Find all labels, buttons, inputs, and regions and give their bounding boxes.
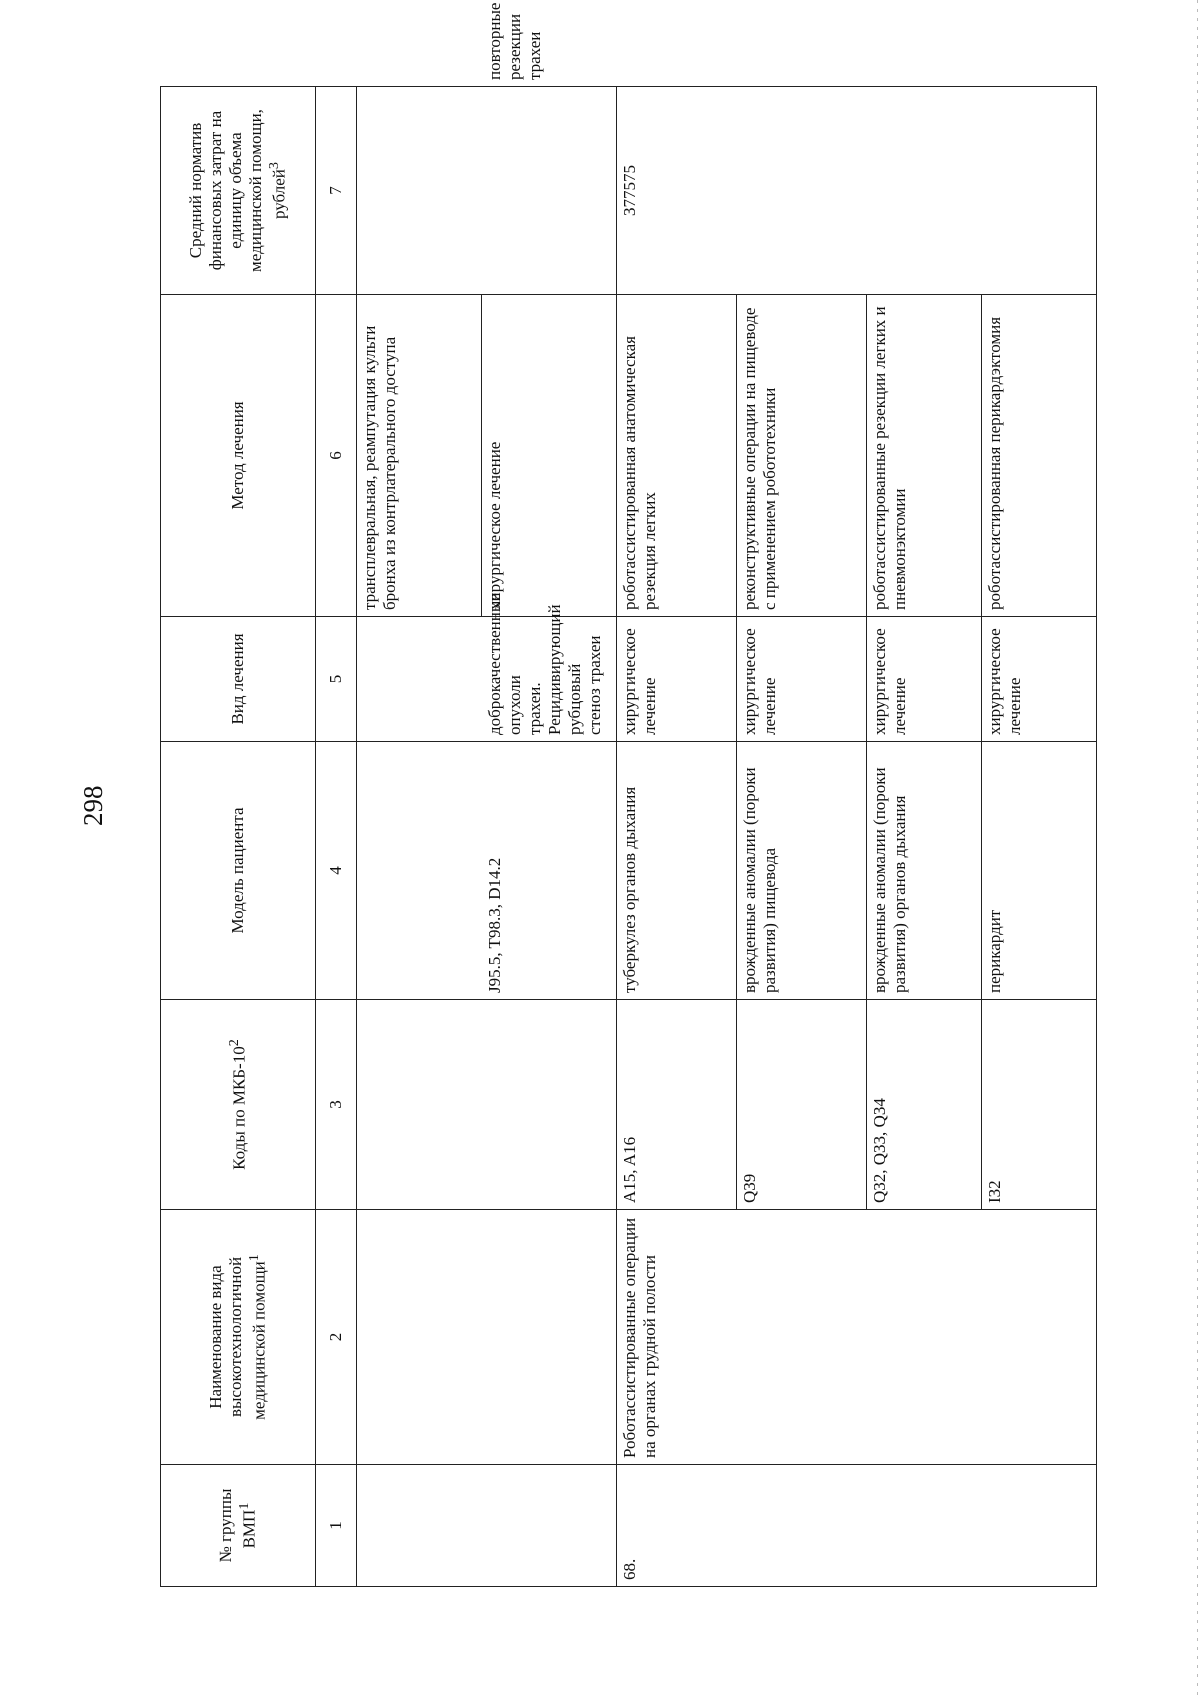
column-number: 7 — [316, 87, 357, 295]
patient-model-cell: туберкулез органов дыхания — [617, 742, 737, 1000]
patient-model-cell: перикардит — [982, 742, 1097, 1000]
icd-codes-cell: Q39 — [737, 1000, 867, 1210]
column-number-row — [316, 87, 357, 1587]
vmp-table — [160, 2, 1097, 1587]
header-cost-norm: Средний норматив финансовых затрат на единицу объема медицинской помощи, рублей$^3$ — [161, 87, 316, 295]
cost-cell — [357, 87, 617, 295]
column-number: 4 — [316, 742, 357, 1000]
column-number: 1 — [316, 1465, 357, 1587]
cost-cell: 377575 — [617, 87, 1097, 295]
table-row: J95.5, T98.3, D14.2 доброкачественные опухоли трахеи. Рецидивирующий рубцовый стеноз трахеи хирургическое лечение повторные резекции трахеи — [482, 87, 617, 1587]
icd-codes-cell: A15, A16 — [617, 1000, 737, 1210]
header-row — [161, 87, 316, 1587]
treatment-method-cell: трансплевральная, реампутация культи бронха из контрлатерального доступа — [357, 295, 482, 617]
patient-model-cell: доброкачественные опухоли трахеи. Рецидивирующий рубцовый стеноз трахеи — [482, 617, 617, 742]
treatment-method-cell: реконструктивные операции на пищеводе с применением робототехники — [737, 295, 867, 617]
header-treatment-type: Вид лечения — [161, 617, 316, 742]
group-number-cell: 68. — [617, 1465, 1097, 1587]
vmp-name-cell: Роботассистированные операции на органах грудной полости — [617, 1210, 1097, 1465]
table-row — [617, 87, 737, 1587]
treatment-type-cell — [357, 617, 482, 742]
treatment-method-cell: роботассистированная перикардэктомия — [982, 295, 1097, 617]
treatment-type-cell: хирургическое лечение — [982, 617, 1097, 742]
column-number: 5 — [316, 617, 357, 742]
header-patient-model: Модель пациента — [161, 742, 316, 1000]
column-number: 2 — [316, 1210, 357, 1465]
icd-codes-cell: J95.5, T98.3, D14.2 — [482, 742, 617, 1000]
treatment-type-cell: хирургическое лечение — [867, 617, 982, 742]
patient-model-cell — [357, 742, 482, 1000]
page-number: 298 — [78, 785, 108, 826]
rotated-table-container — [160, 2, 1090, 1587]
column-number: 6 — [316, 295, 357, 617]
column-number: 3 — [316, 1000, 357, 1210]
treatment-method-cell: роботассистированные резекции легких и пневмонэктомии — [867, 295, 982, 617]
scan-edge-line — [1197, 0, 1198, 1698]
vmp-name-cell — [357, 1210, 617, 1465]
treatment-type-cell: хирургическое лечение — [737, 617, 867, 742]
patient-model-cell: врожденные аномалии (пороки развития) органов дыхания — [867, 742, 982, 1000]
icd-codes-cell: I32 — [982, 1000, 1097, 1210]
icd-codes-cell — [357, 1000, 617, 1210]
header-group-number: № группы ВМП$^1$ — [161, 1465, 316, 1587]
table-row — [357, 87, 482, 1587]
header-vmp-name: Наименование вида высокотехнологичной медицинской помощи$^1$ — [161, 1210, 316, 1465]
icd-codes-cell: Q32, Q33, Q34 — [867, 1000, 982, 1210]
header-icd-codes: Коды по МКБ-$10^2$ — [161, 1000, 316, 1210]
treatment-type-cell: хирургическое лечение — [617, 617, 737, 742]
patient-model-cell: врожденные аномалии (пороки развития) пищевода — [737, 742, 867, 1000]
treatment-method-cell: роботассистированная анатомическая резекция легких — [617, 295, 737, 617]
header-treatment-method: Метод лечения — [161, 295, 316, 617]
group-number-cell — [357, 1465, 617, 1587]
treatment-type-cell: хирургическое лечение — [482, 295, 617, 617]
